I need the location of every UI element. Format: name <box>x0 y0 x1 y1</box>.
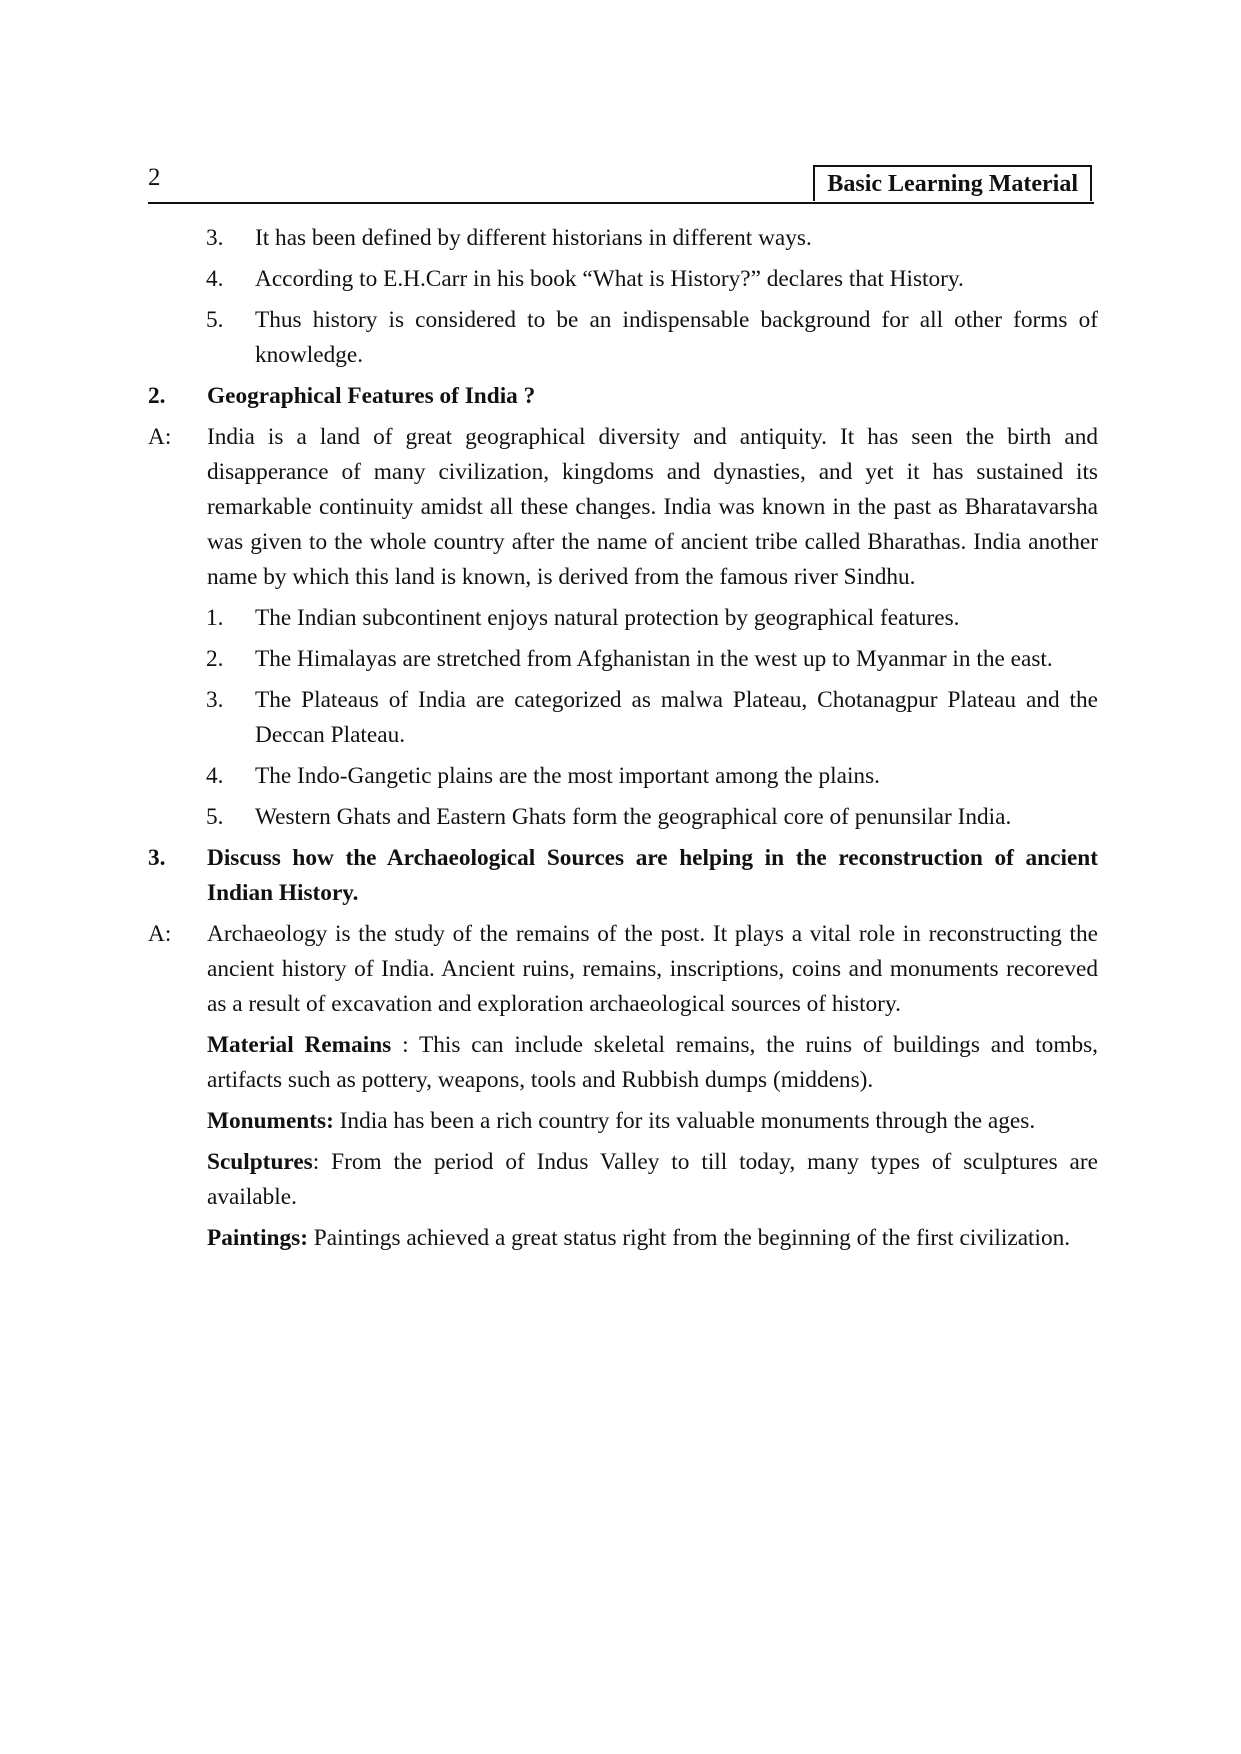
list-item <box>148 262 1098 297</box>
question-number: 3. <box>148 845 166 871</box>
list-item <box>148 642 1098 677</box>
definition-separator: : <box>312 1149 332 1175</box>
list-text: The Indo-Gangetic plains are the most important among the plains. <box>255 763 880 789</box>
definition-item <box>207 1104 1098 1139</box>
list-item <box>148 303 1098 373</box>
list-number: 5. <box>206 804 224 830</box>
list-item <box>148 683 1098 753</box>
list-number: 4. <box>206 763 224 789</box>
list-item <box>148 759 1098 794</box>
answer-3 <box>148 917 1098 1022</box>
question-text: Discuss how the Archaeological Sources are helping in the reconstruction of ancient Indian History. <box>207 845 1098 906</box>
list-number: 1. <box>206 605 224 631</box>
page-header <box>148 164 1094 204</box>
definition-item <box>207 1028 1098 1098</box>
page-content <box>148 221 1098 1256</box>
definition-term: Material Remains <box>207 1032 392 1058</box>
definition-text: This can include skeletal remains, the ruins of buildings and tombs, artifacts such as pottery, weapons, tools and Rubbish dumps (middens). <box>207 1032 1098 1093</box>
list-text: The Himalayas are stretched from Afghanistan in the west up to Myanmar in the east. <box>255 646 1053 672</box>
answer-text: India is a land of great geographical diversity and antiquity. It has seen the birth and disapperance of many civilization, kingdoms and dynasties, and yet it has sustained its remarkable continuity amidst all these changes. India was known in the past as Bharatavarsha was given to the whole country after the name of ancient tribe called Bharathas. India another name by which this land is known, is derived from the famous river Sindhu. <box>207 424 1098 590</box>
list-item <box>148 800 1098 835</box>
answer-label: A: <box>148 424 172 450</box>
list-text: It has been defined by different historians in different ways. <box>255 225 812 251</box>
list-number: 3. <box>206 225 224 251</box>
running-head: Basic Learning Material <box>813 165 1092 201</box>
definition-text: Paintings achieved a great status right from the beginning of the first civilization. <box>313 1225 1071 1251</box>
page-number: 2 <box>148 164 161 191</box>
answer-text: Archaeology is the study of the remains of the post. It plays a vital role in reconstructing the ancient history of India. Ancient ruins, remains, inscriptions, coins and monuments recoreved as a result of excavation and exploration archaeological sources of history. <box>207 921 1098 1017</box>
definition-term: Monuments: <box>207 1108 334 1134</box>
definition-term: Paintings: <box>207 1225 308 1251</box>
definition-term: Sculptures <box>207 1149 313 1175</box>
question-number: 2. <box>148 383 166 409</box>
definition-item <box>207 1145 1098 1215</box>
list-number: 4. <box>206 266 224 292</box>
definition-text: From the period of Indus Valley to till today, many types of sculptures are available. <box>207 1149 1098 1210</box>
list-text: The Indian subcontinent enjoys natural protection by geographical features. <box>255 605 960 631</box>
question-3 <box>148 841 1098 911</box>
list-item <box>148 601 1098 636</box>
definition-text: India has been a rich country for its valuable monuments through the ages. <box>339 1108 1036 1134</box>
list-number: 2. <box>206 646 224 672</box>
list-text: Western Ghats and Eastern Ghats form the geographical core of penunsilar India. <box>255 804 1012 830</box>
answer-2 <box>148 420 1098 595</box>
list-text: According to E.H.Carr in his book “What is History?” declares that History. <box>255 266 964 292</box>
definition-separator: : <box>391 1032 419 1058</box>
list-item <box>148 221 1098 256</box>
list-text: Thus history is considered to be an indispensable background for all other forms of knowledge. <box>255 307 1098 368</box>
list-number: 3. <box>206 687 224 713</box>
answer-label: A: <box>148 921 172 947</box>
question-text: Geographical Features of India ? <box>207 383 536 409</box>
definition-item <box>207 1221 1098 1256</box>
list-text: The Plateaus of India are categorized as malwa Plateau, Chotanagpur Plateau and the Deccan Plateau. <box>255 687 1098 748</box>
question-2 <box>148 379 1098 414</box>
list-number: 5. <box>206 307 224 333</box>
